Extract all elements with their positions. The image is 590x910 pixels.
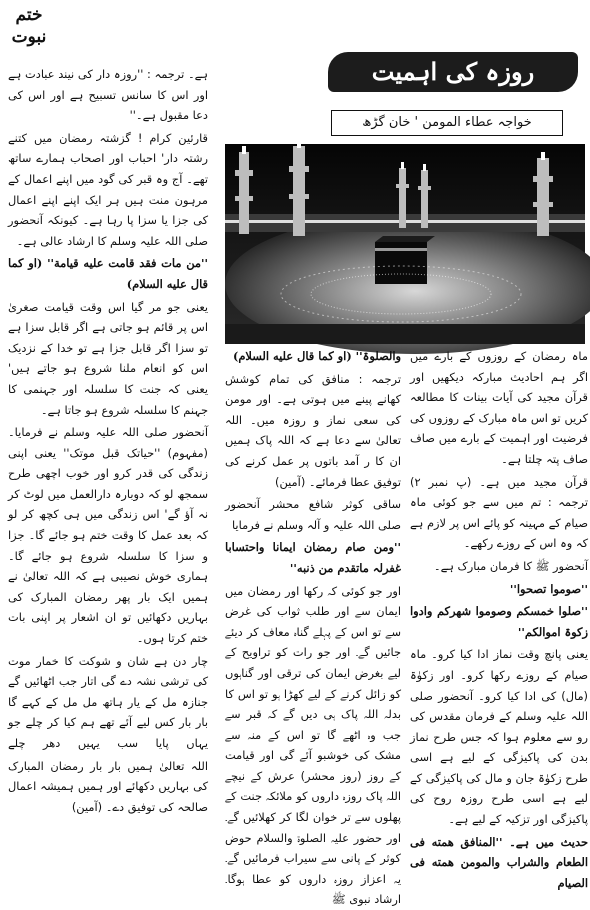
paragraph: اور جو کوئی کہ رکھا اور رمضان میں ایمان سے اور طلب ثواب کی غرض سے تو اس کے پہلے گناہ معاف کر دیئے جائیں گے۔ اور جو رات کو تراویح کے لیے بغرض ایمان کی ترقی اور گناہوں کو زائل کرنے کے لیے کھڑا ہو تو اس کا بدلہ اللہ پاک ہی دیں گے کہ قبر سے جب وہ اٹھے گا تو اس کے منہ سے مشک کی خوشبو آئے گی اور قیامت کے روز (روز محشر) عرش کے نیچے اللہ پاک روزہ داروں کو ملائکہ جنت کے پھلوں سے تر خوان لگا کر کھلائیں گے۔ اور حضور علیہ الصلوۃ والسلام حوض کوثر کے پانی سے سیراب فرمائیں گے۔ یہ اعزاز روزہ داروں کو عطا ہوگا۔ ارشاد نبوی ﷺ — [225, 583, 401, 907]
minaret — [293, 146, 305, 236]
arabic-quote: ''صوموا تصحوا'' — [509, 581, 588, 596]
minaret — [399, 168, 406, 228]
author-name: خواجہ عطاء المومن ' خان گڑھ — [362, 115, 532, 130]
arabic-quote: ''ومن صام رمضان ایمانا واحتسابا غفرلہ ماتقدم من ذنبه'' — [225, 540, 401, 575]
paragraph: اللہ تعالیٰ ہمیں بار بار رمضان المبارک کی بہاریں دکھائے اور ہمیں ہمیشہ اعمال صالحہ کی توفیق دے۔ (آمین) — [8, 758, 208, 814]
magazine-masthead-logo: ختم نبوت — [11, 5, 47, 47]
paragraph: آنحضور صلی اللہ علیہ وسلم نے فرمایا۔ (مفہوم) ''حیاتک قبل موتک'' یعنی اپنی زندگی کی قدر کرو اور خوب اچھی طرح سمجھ لو کہ دوبارہ دارالعمل میں لوٹ کر نہ آؤ گے' اس زندگی میں ہی کچھ کر لو کہ بعد عمل کا وقت ختم ہو جائے گا۔ جزا و سزا کا سلسلہ شروع ہو جائے گا۔ ہماری خوش نصیبی ہے کہ اللہ تعالیٰ نے ہمیں ایک بار پھر رمضان المبارک کی بہاریں دکھائیں تو ان اشعار پر اپنی بات ختم کرتا ہوں۔ — [8, 425, 208, 646]
paragraph: ترجمہ : منافق کی تمام کوشش کھانے پینے میں ہوتی ہے۔ اور مومن کی سعی نماز و روزہ میں۔ اللہ تعالیٰ سے دعا ہے کہ اللہ پاک ہمیں ان کا ر آمد باتوں پر عمل کرنے کی توفیق عطا فرمائے۔ (آمین) — [225, 371, 401, 489]
author-byline-box — [331, 110, 563, 136]
paragraph: یعنی پانچ وقت نماز ادا کیا کرو۔ ماہ صیام کے روزے رکھا کرو۔ اور زکوٰۃ (مال) کی ادا کیا کرو۔ آنحضور صلی اللہ علیہ وسلم کے فرمان مقدس کی رو سے معلوم ہوا کہ جس طرح نماز بدن کی پاکیزگی کے لیے ہے اسی طرح زکوٰۃ جان و مال کی پاکیزگی کے لیے ہے اسی طرح روزہ روح کی پاکیزگی اور تزکیہ کے لیے ہے۔ — [410, 647, 588, 827]
paragraph: ماہ رمضان کے روزوں کے بارے میں اگر ہم احادیث مبارکہ دیکھیں اور قرآن مجید کی آیات بینات کا مطالعہ کریں تو اس ماہ مبارک کے روزوں کی فرضیت اور اہمیت کے بارے میں صاف صاف پتہ چلتا ہے۔ — [410, 349, 588, 466]
paragraph: ہے۔ ترجمہ : ''روزہ دار کی نیند عبادت ہے اور اس کا سانس تسبیح ہے اور اس کی دعا مقبول ہے۔'' — [8, 67, 208, 123]
arabic-quote: ''صلوا خمسکم وصوموا شهرکم وادوا زکوۃ اموالکم'' — [410, 604, 588, 639]
paragraph: قرآن مجید میں ہے۔ (پ نمبر ۲) ترجمہ : تم میں سے جو کوئی ماہ صیام کے مہینہ کو پائے اس پر لازم ہے کہ وہ اس کے روزے رکھے۔ — [410, 474, 588, 551]
text-column-left — [8, 64, 208, 864]
minaret — [421, 170, 428, 228]
paragraph: قارئین کرام ! گزشتہ رمضان میں کتنے رشتہ دار' احباب اور اصحاب ہمارے ساتھ تھے۔ آج وہ قبر کی گود میں اپنے اعمال کے مرہون منت ہیں ہر ایک اپنے اپنے اعمال کی جزا یا سزا پا رہا ہے۔ کیونکہ آنحضور صلی اللہ علیہ وسلم کا ارشاد عالی ہے۔ — [8, 130, 208, 248]
arabic-quote: والصلوۃ'' (او کما قال علیه السلام) — [232, 349, 401, 363]
article-photo — [225, 144, 585, 344]
text-column-right — [410, 346, 588, 890]
haram-night-illustration — [225, 144, 585, 344]
arabic-quote: ''من مات فقد قامت علیه قیامة'' (او کما قال علیه السلام) — [8, 256, 208, 291]
paragraph: ساقی کوثر شافع محشر آنحضور صلی اللہ علیہ و آلہ وسلم نے فرمایا — [225, 497, 401, 532]
article-title: روزہ کی اہمیت — [371, 57, 535, 86]
paragraph: یعنی جو مر گیا اس وقت قیامت صغریٰ اس پر قائم ہو جاتی ہے اگر قابل سزا ہے تو سزا اگر قابل جزا ہے تو خدا کے نزدیک اس کو انعام ملنا شروع ہو جاتے ہیں' یعنی کہ جنت کا سلسلہ اور جہنمی کا جہنم کا سلسلہ شروع ہو جاتا ہے۔ — [8, 299, 208, 417]
minaret — [239, 152, 249, 234]
arabic-quote: حدیث میں ہے۔ ''المنافق همته فی الطعام والشراب والمومن همته فی الصیام — [410, 834, 588, 890]
poem-verses: چار دن ہے شان و شوکت کا خمار موت کی ترشی نشہ دے گی اتار جب اٹھائیں گے جنازہ مل کے یار ہاتھ مل مل کے کہے گا بار بار کس لیے آئے تھے ہم کیا کر چلے جو یہاں پایا سب یہیں دھر چلے — [8, 653, 208, 750]
article-title-banner — [328, 52, 578, 92]
paragraph: آنحضور ﷺ کا فرمان مبارک ہے۔ — [433, 558, 588, 573]
text-column-middle — [225, 346, 401, 907]
minaret — [537, 158, 549, 236]
